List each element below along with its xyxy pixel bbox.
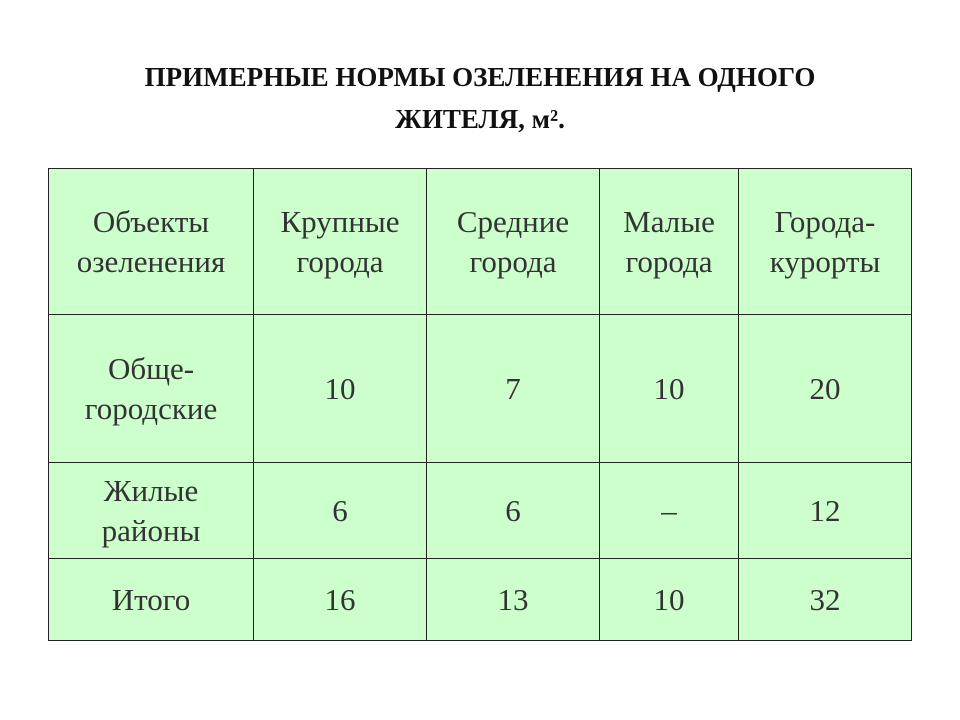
table-cell: 6 (254, 463, 427, 559)
table-cell: 13 (427, 559, 600, 641)
header-cell-small-cities (600, 169, 739, 315)
header-cell-objects (49, 169, 254, 315)
row-label (49, 559, 254, 641)
header-text: города (625, 243, 713, 279)
slide-title (0, 56, 960, 140)
table-cell: 7 (427, 315, 600, 463)
header-cell-resort-cities (739, 169, 912, 315)
header-text: Крупные (280, 203, 400, 239)
row-label (49, 315, 254, 463)
greening-norms-table-wrapper (48, 168, 912, 641)
header-row (49, 169, 912, 315)
header-text: Малые (623, 203, 715, 239)
title-line-1: ПРИМЕРНЫЕ НОРМЫ ОЗЕЛЕНЕНИЯ НА ОДНОГО (144, 62, 816, 92)
header-text: Средние (456, 203, 570, 239)
row-label-text: городские (84, 390, 218, 426)
greening-norms-table (48, 168, 912, 641)
header-cell-medium-cities (427, 169, 600, 315)
table-cell: 6 (427, 463, 600, 559)
table-row-total (49, 559, 912, 641)
title-line-2: ЖИТЕЛЯ, м². (395, 104, 565, 134)
header-text: курорты (769, 243, 881, 279)
table-cell: – (600, 463, 739, 559)
table-row-citywide (49, 315, 912, 463)
table-cell: 10 (600, 315, 739, 463)
table-cell: 12 (739, 463, 912, 559)
header-text: города (296, 243, 384, 279)
row-label (49, 463, 254, 559)
table-cell: 10 (600, 559, 739, 641)
header-text: Объекты (92, 203, 210, 239)
header-cell-large-cities (254, 169, 427, 315)
table-cell: 16 (254, 559, 427, 641)
row-label-text: районы (101, 512, 201, 548)
table-row-residential (49, 463, 912, 559)
row-label-text: Обще- (107, 350, 195, 386)
header-text: Города- (774, 203, 876, 239)
header-text: города (469, 243, 557, 279)
table-cell: 32 (739, 559, 912, 641)
table-cell: 10 (254, 315, 427, 463)
table-cell: 20 (739, 315, 912, 463)
header-text: озеленения (76, 243, 226, 279)
row-label-text: Жилые (103, 472, 199, 508)
row-label-text: Итого (111, 581, 191, 617)
